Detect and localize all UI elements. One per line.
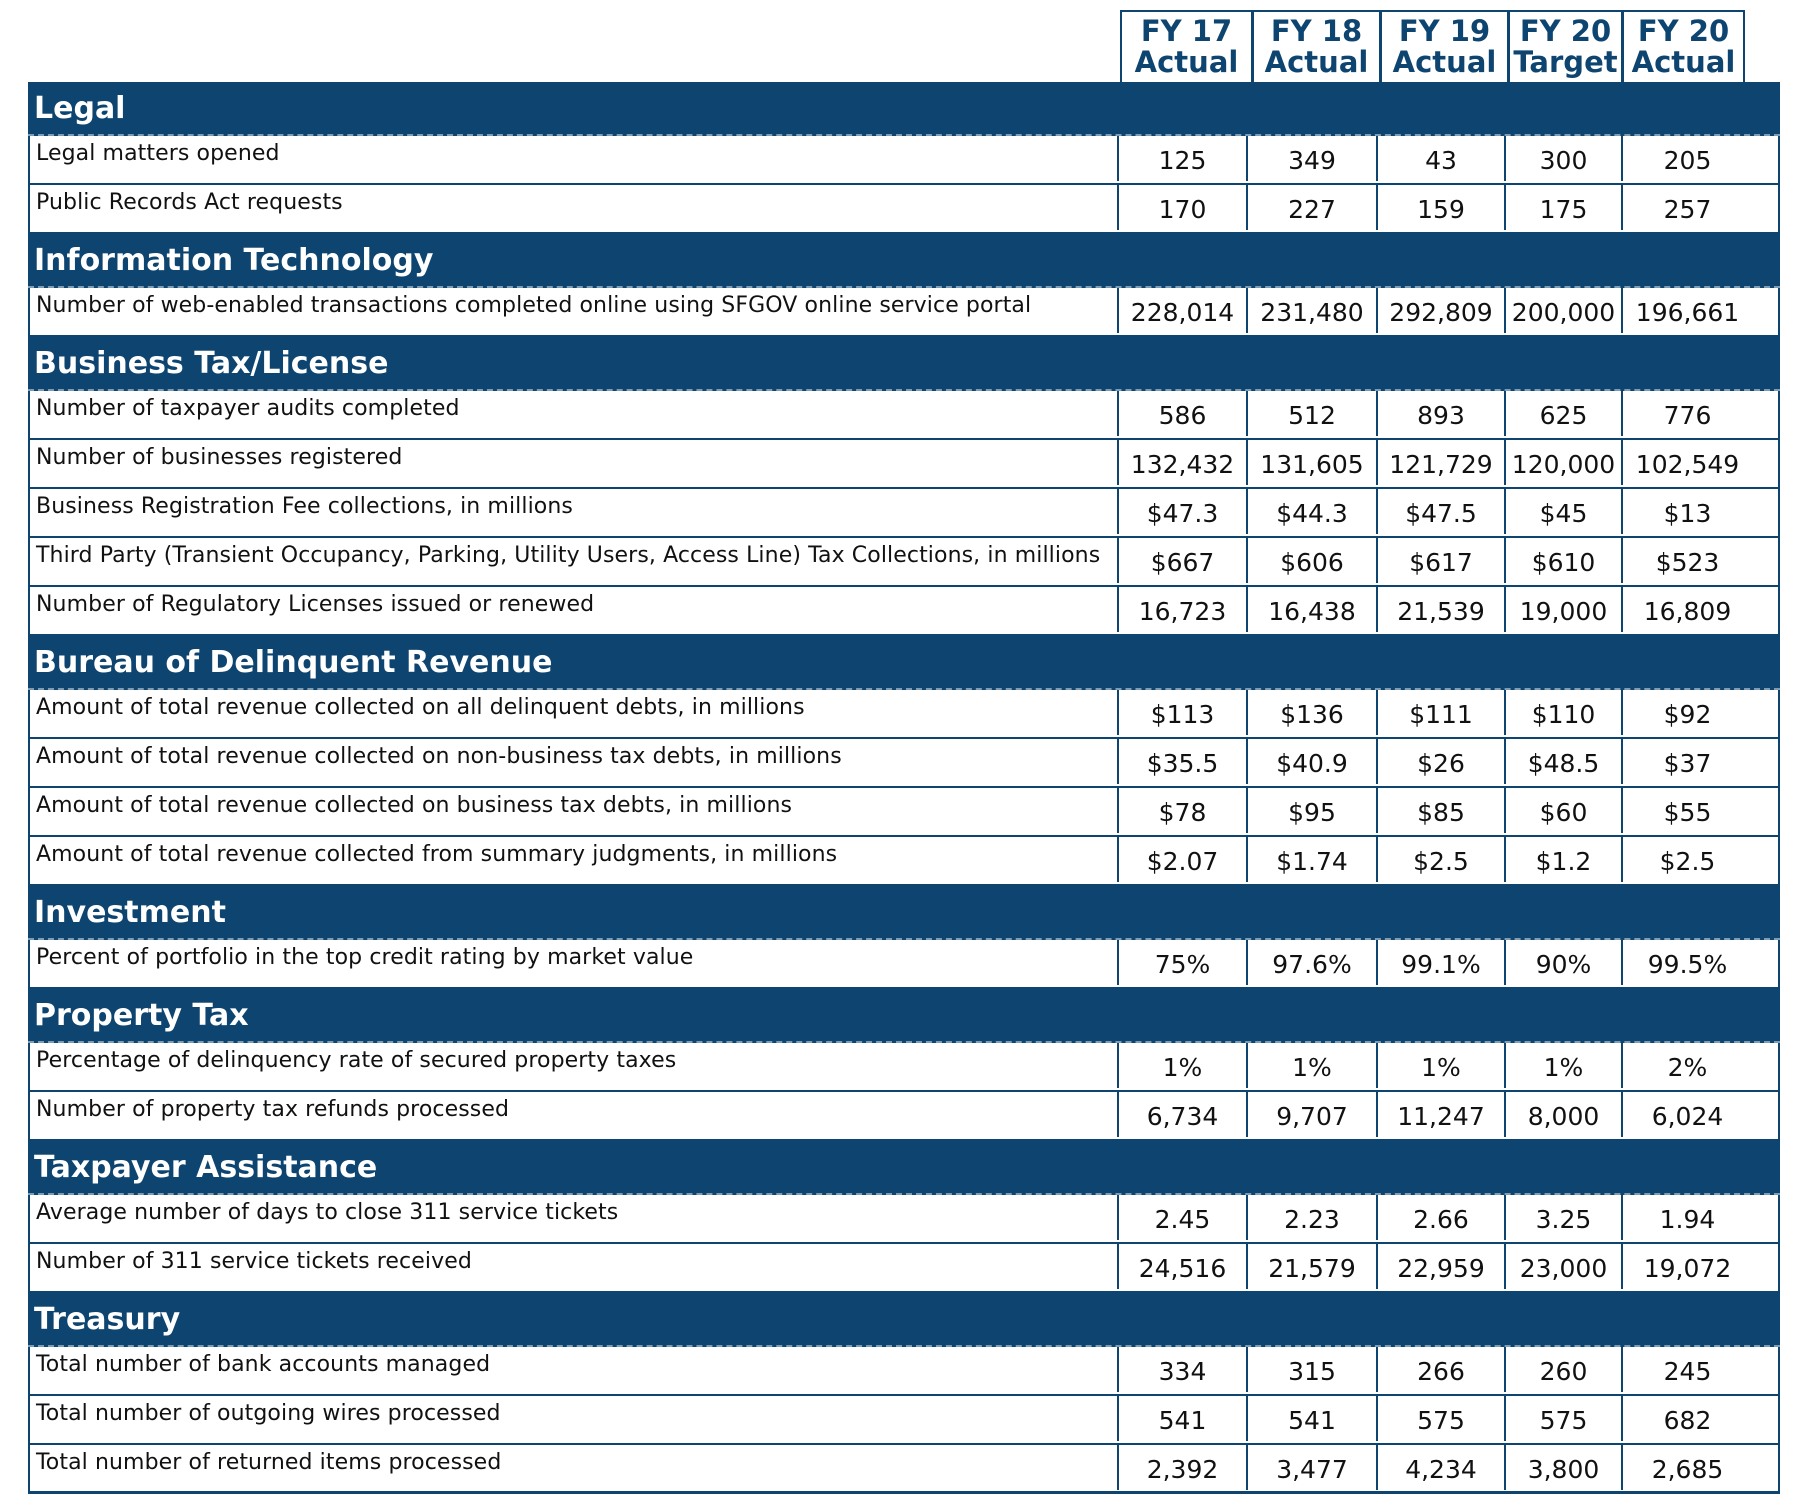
table-cell: 625 xyxy=(1504,391,1621,436)
row-label: Number of businesses registered xyxy=(36,445,403,470)
row-label: Amount of total revenue collected on non-business tax debts, in millions xyxy=(36,744,842,769)
table-cell: 586 xyxy=(1117,391,1246,436)
table-cell: $2.07 xyxy=(1117,837,1246,882)
table-cell: 512 xyxy=(1246,391,1376,436)
table-cell: 16,723 xyxy=(1117,587,1246,632)
column-header-line: FY 19 xyxy=(1398,14,1491,48)
table-cell: $26 xyxy=(1376,739,1504,784)
row-label: Total number of returned items processed xyxy=(36,1450,502,1475)
table-cell: 23,000 xyxy=(1504,1244,1621,1289)
table-row xyxy=(28,690,1780,739)
table-cell: $2.5 xyxy=(1621,837,1752,882)
row-label: Number of Regulatory Licenses issued or renewed xyxy=(36,592,595,617)
section-header: Legal xyxy=(28,82,1780,136)
table-cell: $78 xyxy=(1117,788,1246,833)
table-cell: $667 xyxy=(1117,538,1246,583)
table-row xyxy=(28,1092,1780,1141)
table-cell: 1.94 xyxy=(1621,1195,1752,1240)
table-cell: 1% xyxy=(1117,1043,1246,1088)
table-cell: 541 xyxy=(1246,1396,1376,1441)
column-header-line: Actual xyxy=(1134,45,1239,79)
table-cell: $37 xyxy=(1621,739,1752,784)
table-cell: $47.3 xyxy=(1117,489,1246,534)
table-cell: 8,000 xyxy=(1504,1092,1621,1137)
table-cell: 300 xyxy=(1504,136,1621,181)
table-cell: 2,392 xyxy=(1117,1445,1246,1490)
table-cell: $610 xyxy=(1504,538,1621,583)
table-cell: 292,809 xyxy=(1376,288,1504,333)
table-row xyxy=(28,1244,1780,1293)
table-cell: $92 xyxy=(1621,690,1752,735)
table-cell: 245 xyxy=(1621,1347,1752,1392)
column-header xyxy=(1252,10,1381,82)
table-row xyxy=(28,538,1780,587)
row-label: Amount of total revenue collected from summary judgments, in millions xyxy=(36,842,838,867)
row-label: Legal matters opened xyxy=(36,141,280,166)
table-cell: 22,959 xyxy=(1376,1244,1504,1289)
table-cell: $2.5 xyxy=(1376,837,1504,882)
table-cell: 11,247 xyxy=(1376,1092,1504,1137)
table-cell: 227 xyxy=(1246,185,1376,230)
column-header xyxy=(1380,10,1509,82)
row-label: Third Party (Transient Occupancy, Parking, Utility Users, Access Line) Tax Collections, in millions xyxy=(36,543,1101,568)
table-cell: 3.25 xyxy=(1504,1195,1621,1240)
column-header-line: FY 20 xyxy=(1637,14,1730,48)
table-cell: 170 xyxy=(1117,185,1246,230)
table-cell: $85 xyxy=(1376,788,1504,833)
table-cell: 3,477 xyxy=(1246,1445,1376,1490)
table-cell: $13 xyxy=(1621,489,1752,534)
table-row xyxy=(28,288,1780,337)
table-cell: 99.5% xyxy=(1621,940,1752,985)
table-cell: 90% xyxy=(1504,940,1621,985)
row-label: Amount of total revenue collected on all delinquent debts, in millions xyxy=(36,695,805,720)
row-label: Public Records Act requests xyxy=(36,190,343,215)
table-cell: 2% xyxy=(1621,1043,1752,1088)
column-header-line: Actual xyxy=(1631,45,1736,79)
section-header: Taxpayer Assistance xyxy=(28,1141,1780,1195)
table-cell: 1% xyxy=(1376,1043,1504,1088)
table-cell: 1% xyxy=(1504,1043,1621,1088)
table-cell: 2.45 xyxy=(1117,1195,1246,1240)
table-cell: $523 xyxy=(1621,538,1752,583)
table-cell: $47.5 xyxy=(1376,489,1504,534)
table-row xyxy=(28,1396,1780,1445)
row-label: Total number of outgoing wires processed xyxy=(36,1401,501,1426)
table-cell: 125 xyxy=(1117,136,1246,181)
table-row xyxy=(28,136,1780,185)
section-header: Investment xyxy=(28,886,1780,940)
row-label: Number of web-enabled transactions completed online using SFGOV online service portal xyxy=(36,293,1032,318)
column-header-line: FY 17 xyxy=(1140,14,1233,48)
section-header: Business Tax/License xyxy=(28,337,1780,391)
table-cell: 43 xyxy=(1376,136,1504,181)
table-cell: 16,809 xyxy=(1621,587,1752,632)
table-row xyxy=(28,489,1780,538)
table-cell: 315 xyxy=(1246,1347,1376,1392)
table-cell: $35.5 xyxy=(1117,739,1246,784)
section-header: Property Tax xyxy=(28,989,1780,1043)
column-header-line: Target xyxy=(1513,45,1618,79)
table-cell: $617 xyxy=(1376,538,1504,583)
performance-measures-table xyxy=(28,10,1780,1494)
table-cell: 231,480 xyxy=(1246,288,1376,333)
table-row xyxy=(28,391,1780,440)
table-row xyxy=(28,1195,1780,1244)
table-cell: 19,000 xyxy=(1504,587,1621,632)
row-label: Total number of bank accounts managed xyxy=(36,1352,491,1377)
table-cell: $1.2 xyxy=(1504,837,1621,882)
row-label: Business Registration Fee collections, in millions xyxy=(36,494,573,519)
table-cell: 2,685 xyxy=(1621,1445,1752,1490)
table-cell: $136 xyxy=(1246,690,1376,735)
column-header-line: FY 18 xyxy=(1270,14,1363,48)
row-label: Percent of portfolio in the top credit rating by market value xyxy=(36,945,694,970)
table-cell: 19,072 xyxy=(1621,1244,1752,1289)
table-cell: 266 xyxy=(1376,1347,1504,1392)
table-cell: $1.74 xyxy=(1246,837,1376,882)
table-cell: 159 xyxy=(1376,185,1504,230)
column-header-line: Actual xyxy=(1392,45,1497,79)
row-label: Number of property tax refunds processed xyxy=(36,1097,510,1122)
table-cell: $60 xyxy=(1504,788,1621,833)
table-row xyxy=(28,440,1780,489)
table-cell: $45 xyxy=(1504,489,1621,534)
section-header: Bureau of Delinquent Revenue xyxy=(28,636,1780,690)
column-header xyxy=(1120,10,1253,82)
table-cell: $111 xyxy=(1376,690,1504,735)
column-header-line: Actual xyxy=(1264,45,1369,79)
table-cell: 6,734 xyxy=(1117,1092,1246,1137)
table-cell: 893 xyxy=(1376,391,1504,436)
section-header: Information Technology xyxy=(28,234,1780,288)
row-label: Number of 311 service tickets received xyxy=(36,1249,472,1274)
table-cell: 4,234 xyxy=(1376,1445,1504,1490)
table-cell: 200,000 xyxy=(1504,288,1621,333)
table-cell: $110 xyxy=(1504,690,1621,735)
table-cell: 121,729 xyxy=(1376,440,1504,485)
table-cell: 97.6% xyxy=(1246,940,1376,985)
table-cell: 21,539 xyxy=(1376,587,1504,632)
table-cell: 228,014 xyxy=(1117,288,1246,333)
table-row xyxy=(28,837,1780,886)
table-cell: 16,438 xyxy=(1246,587,1376,632)
table-row xyxy=(28,1445,1780,1494)
row-label: Average number of days to close 311 service tickets xyxy=(36,1200,619,1225)
table-cell: 131,605 xyxy=(1246,440,1376,485)
table-row xyxy=(28,587,1780,636)
column-header-row xyxy=(28,10,1780,82)
table-cell: 682 xyxy=(1621,1396,1752,1441)
table-body xyxy=(28,82,1780,1494)
row-label: Amount of total revenue collected on business tax debts, in millions xyxy=(36,793,793,818)
table-cell: 575 xyxy=(1376,1396,1504,1441)
table-row xyxy=(28,1043,1780,1092)
table-cell: 257 xyxy=(1621,185,1752,230)
table-cell: 196,661 xyxy=(1621,288,1752,333)
table-cell: $606 xyxy=(1246,538,1376,583)
table-cell: 205 xyxy=(1621,136,1752,181)
table-cell: 75% xyxy=(1117,940,1246,985)
row-label: Percentage of delinquency rate of secured property taxes xyxy=(36,1048,677,1073)
column-header xyxy=(1622,10,1745,82)
table-cell: 2.23 xyxy=(1246,1195,1376,1240)
table-cell: 3,800 xyxy=(1504,1445,1621,1490)
table-cell: 349 xyxy=(1246,136,1376,181)
table-cell: 6,024 xyxy=(1621,1092,1752,1137)
column-header xyxy=(1508,10,1623,82)
table-cell: 334 xyxy=(1117,1347,1246,1392)
table-cell: $55 xyxy=(1621,788,1752,833)
column-header-line: FY 20 xyxy=(1519,14,1612,48)
table-cell: $48.5 xyxy=(1504,739,1621,784)
table-cell: 260 xyxy=(1504,1347,1621,1392)
table-cell: $40.9 xyxy=(1246,739,1376,784)
table-row xyxy=(28,940,1780,989)
table-cell: 120,000 xyxy=(1504,440,1621,485)
table-cell: 24,516 xyxy=(1117,1244,1246,1289)
table-row xyxy=(28,788,1780,837)
table-cell: 9,707 xyxy=(1246,1092,1376,1137)
table-row xyxy=(28,185,1780,234)
table-cell: 99.1% xyxy=(1376,940,1504,985)
table-cell: 541 xyxy=(1117,1396,1246,1441)
row-label: Number of taxpayer audits completed xyxy=(36,396,460,421)
table-cell: 175 xyxy=(1504,185,1621,230)
table-cell: 575 xyxy=(1504,1396,1621,1441)
table-cell: 21,579 xyxy=(1246,1244,1376,1289)
table-row xyxy=(28,739,1780,788)
table-cell: $113 xyxy=(1117,690,1246,735)
table-cell: 132,432 xyxy=(1117,440,1246,485)
table-row xyxy=(28,1347,1780,1396)
table-cell: 1% xyxy=(1246,1043,1376,1088)
table-cell: $95 xyxy=(1246,788,1376,833)
table-cell: 776 xyxy=(1621,391,1752,436)
table-cell: 2.66 xyxy=(1376,1195,1504,1240)
section-header: Treasury xyxy=(28,1293,1780,1347)
table-cell: 102,549 xyxy=(1621,440,1752,485)
table-cell: $44.3 xyxy=(1246,489,1376,534)
